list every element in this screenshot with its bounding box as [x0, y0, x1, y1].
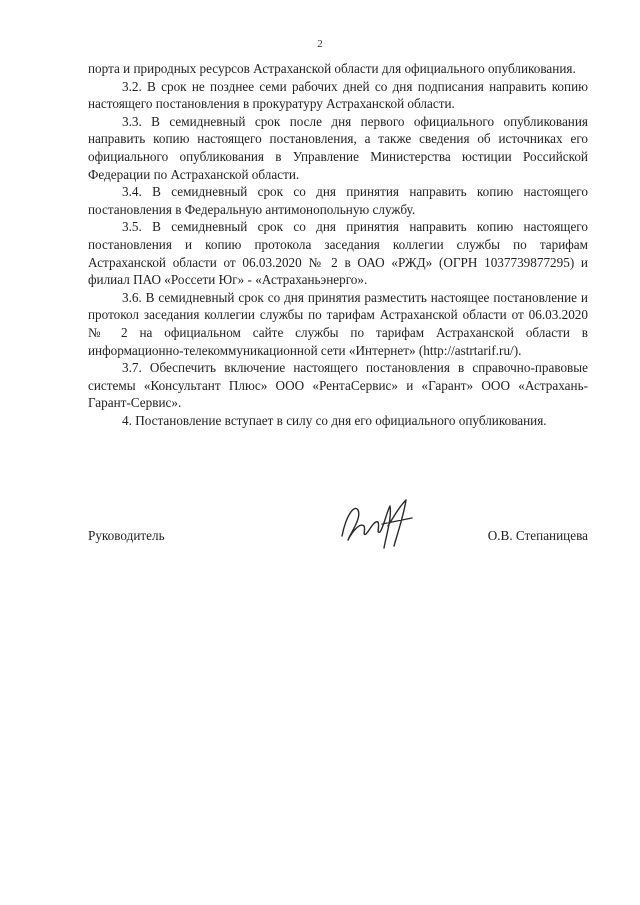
- paragraph: 3.5. В семидневный срок со дня принятия направить копию настоящего постановления и копию протокола заседания коллегии службы по тарифам Астраханской области от 06.03.2020 № 2 в ОАО «РЖД» (ОГРН 1037739877295) и филиал ПАО «Россети Юг» - «Астраханьэнерго».: [88, 219, 588, 288]
- paragraph: 3.3. В семидневный срок после дня первого официального опубликования направить копию настоящего постановления, а также сведения об источниках его официального опубликования в Управление Министерства юстиции Российской Федерации по Астраханской области.: [88, 113, 588, 182]
- page-number: 2: [317, 38, 323, 50]
- paragraph: порта и природных ресурсов Астраханской области для официального опубликования.: [88, 61, 576, 76]
- signatory-name: О.В. Степаницева: [487, 528, 588, 543]
- paragraph: 3.7. Обеспечить включение настоящего постановления в справочно-правовые системы «Консультант Плюс» ООО «РентаСервис» и «Гарант» ООО «Астрахань-Гарант-Сервис».: [88, 360, 588, 411]
- document-body: [88, 60, 588, 429]
- paragraph: 3.4. В семидневный срок со дня принятия направить копию настоящего постановления в Федеральную антимонопольную службу.: [88, 184, 588, 217]
- paragraph: 3.2. В срок не позднее семи рабочих дней со дня подписания направить копию настоящего постановления в прокуратуру Астраханской области.: [88, 78, 588, 112]
- handwritten-signature: [338, 496, 418, 552]
- signature-block: [88, 524, 588, 554]
- paragraph: 3.6. В семидневный срок со дня принятия разместить настоящее постановление и протокол заседания коллегии службы по тарифам Астраханской области от 06.03.2020 № 2 на официальном сайте службы по тарифам Астраханской области в информационно-телекоммуникационной сети «Интернет» (http://astrtarif.ru/).: [88, 289, 588, 358]
- paragraph: 4. Постановление вступает в силу со дня его официального опубликования.: [122, 412, 547, 428]
- signatory-role: Руководитель: [88, 528, 165, 543]
